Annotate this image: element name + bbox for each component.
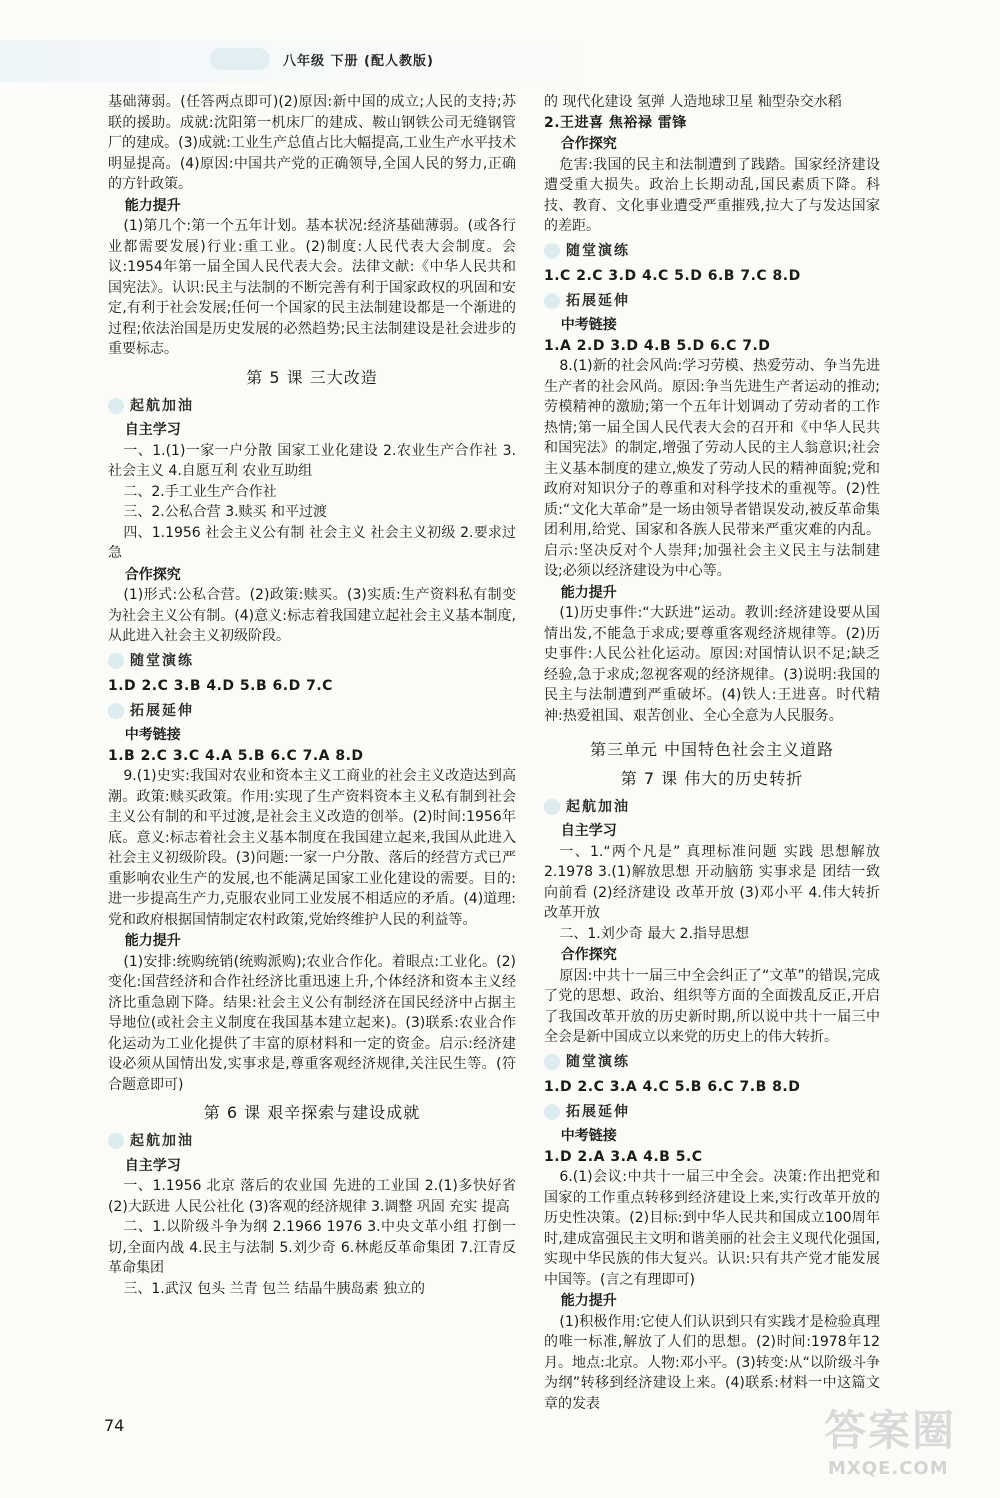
subsection-heading: 自主学习 bbox=[560, 823, 617, 839]
subsection-heading: 自主学习 bbox=[124, 422, 181, 438]
watermark-logo bbox=[818, 1398, 978, 1490]
paragraph: (1)安排:统购统销(统购派购);农业合作化。着眼点:工业化。(2)变化:国营经济和合作社经济比重迅速上升,个体经济和资本主义经济比重急剧下降。结果:社会主义公有制经济在国民经济中占据主导地位(或社会主义制度在我国基本建立起来)。(3)联系:农业合作化运动为工业化提供了丰富的原材料和一定的资金。启示:经济建设必须从国情出发,实事求是,尊重客观经济规律,关注民生等。(符合题意即可) bbox=[108, 953, 516, 1093]
paragraph: 三、2.公私合营 3.赎买 和平过渡 bbox=[123, 504, 328, 520]
section-banner bbox=[544, 1100, 880, 1124]
paragraph: 一、1.(1)一家一户分散 国家工业化建设 2.农业生产合作社 3.社会主义 4.自愿互利 农业互助组 bbox=[108, 442, 516, 479]
lesson-title: 第 5 课 三大改造 bbox=[246, 367, 378, 387]
section-badge-icon bbox=[544, 1102, 630, 1123]
paragraph: (1)第几个:第一个五年计划。基本状况:经济基础薄弱。(或各行业都需要发展)行业:重工业。(2)制度:人民代表大会制度。会议:1954年第一届全国人民代表大会。法律文献:《中华人民共和国宪法》。认识:民主与法制的不断完善有利于国家政权的巩固和安定,有利于社会发展;任何一个国家的民主法制建设都是一个渐进的过程;依法治国是历史发展的必然趋势;民主法制建设是社会进步的重要标志。 bbox=[108, 218, 516, 357]
lesson-title: 第 7 课 伟大的历史转折 bbox=[620, 768, 804, 788]
paragraph: 一、1.1956 北京 落后的农业国 先进的工业国 2.(1)多快好省 (2)大跃进 人民公社化 (3)客观的经济规律 3.调整 巩固 充实 提高 bbox=[108, 1178, 516, 1215]
header-title: 八年级 下册 (配人教版) bbox=[283, 54, 434, 69]
paragraph: 二、1.刘少奇 最大 2.指导思想 bbox=[559, 925, 750, 942]
section-banner bbox=[108, 699, 516, 723]
subsection-heading: 能力提升 bbox=[124, 197, 181, 214]
answer-key-line: 1.A 2.D 3.D 4.B 5.D 6.C 7.D bbox=[544, 337, 771, 354]
paragraph: 原因:中共十一届三中全会纠正了“文革”的错误,完成了党的思想、政治、组织等方面的全面拨乱反正,开启了我国改革开放的历史新时期,所以说中共十一届三中全会是新中国成立以来党的历史上的伟大转折。 bbox=[544, 967, 880, 1045]
paragraph: 9.(1)史实:我国对农业和资本主义工商业的社会主义改造达到高潮。政策:赎买政策。作用:实现了生产资料资本主义私有制到社会主义公有制的和平过渡,是社会主义改造的创举。(2)时间:1956年底。意义:标志着社会主义基本制度在我国建立起来,我国从此进入社会主义初级阶段。(3)问题:一家一户分散、落后的经营方式已严重影响农业生产的发展,也不能满足国家工业化建设的需要。目的:进一步提高生产力,克服农业同工业发展不相适应的矛盾。(4)道理:党和政府根据国情制定农村政策,党始终维护人民的利益等。 bbox=[108, 768, 516, 928]
watermark-url: MXQE.COM bbox=[828, 1458, 949, 1479]
answer-key-line: 1.D 2.C 3.A 4.C 5.B 6.C 7.B 8.D bbox=[544, 1078, 801, 1095]
subsection-heading: 中考链接 bbox=[560, 1128, 617, 1144]
section-badge-icon bbox=[544, 1052, 630, 1073]
paragraph: 危害:我国的民主和法制遭到了践踏。国家经济建设遭受重大损失。政治上长期动乱,国民素质下降。科技、教育、文化事业遭受严重摧残,拉大了与发达国家的差距。 bbox=[544, 156, 880, 234]
subsection-heading: 能力提升 bbox=[124, 933, 181, 949]
paragraph: 的 现代化建设 氢弹 人造地球卫星 籼型杂交水稻 bbox=[544, 94, 842, 110]
subsection-heading: 自主学习 bbox=[124, 1157, 181, 1174]
section-badge-icon bbox=[108, 651, 194, 672]
section-banner-label: 随堂演练 bbox=[566, 243, 630, 260]
paragraph: 6.(1)会议:中共十一届三中全会。决策:作出把党和国家的工作重点转移到经济建设上来,实行改革开放的历史性决策。(2)目标:到中华人民共和国成立100周年时,建成富强民主文明和谐美丽的社会主义现代化强国,实现中华民族的伟大复兴。认识:只有共产党才能发展中国等。(言之有理即可) bbox=[544, 1169, 880, 1288]
paragraph: 二、2.手工业生产合作社 bbox=[123, 483, 277, 500]
answer-key-line: 1.B 2.C 3.C 4.A 5.B 6.C 7.A 8.D bbox=[108, 747, 364, 764]
subsection-heading: 中考链接 bbox=[124, 727, 181, 743]
section-banner bbox=[544, 1051, 880, 1075]
subsection-heading: 合作探究 bbox=[124, 566, 181, 583]
section-banner-label: 拓展延伸 bbox=[130, 702, 194, 719]
section-banner-label: 随堂演练 bbox=[566, 1054, 630, 1071]
unit-title: 第三单元 中国特色社会主义道路 bbox=[589, 740, 835, 759]
section-badge-icon bbox=[108, 1131, 194, 1152]
paragraph: 8.(1)新的社会风尚:学习劳模、热爱劳动、争当先进生产者的社会风尚。原因:争当先进生产者运动的推动;劳模精神的激励;第一个五年计划调动了劳动者的工作热情;第一届全国人民代表大会的召开和《中华人民共和国宪法》的制定,增强了劳动人民的主人翁意识;社会主义基本制度的建立,焕发了劳动人民的精神面貌;党和政府对知识分子的尊重和对科学技术的重视等。(2)性质:“文化大革命”是一场由领导者错误发动,被反革命集团利用,给党、国家和各族人民带来严重灾难的内乱。启示:坚决反对个人崇拜;加强社会主义民主与法制建设;必须以经济建设为中心等。 bbox=[544, 358, 880, 579]
paragraph: 一、1.“两个凡是” 真理标准问题 实践 思想解放 2.1978 3.(1)解放思想 开动脑筋 实事求是 团结一致向前看 (2)经济建设 改革开放 (3)邓小平 4.伟大转折 改革开放 bbox=[544, 843, 880, 921]
answer-key-line: 1.D 2.C 3.B 4.D 5.B 6.D 7.C bbox=[108, 677, 333, 694]
section-badge-icon bbox=[108, 396, 194, 417]
header-decoration bbox=[210, 48, 270, 70]
paragraph: (1)历史事件:“大跃进”运动。教训:经济建设要从国情出发,不能急于求成;要尊重客观经济规律等。(2)历史事件:人民公社化运动。原因:对国情认识不足;缺乏经验,急于求成;忽视客观的经济规律。(3)说明:我国的民主与法制遭到严重破坏。(4)铁人:王进喜。时代精神:热爱祖国、艰苦创业、全心全意为人民服务。 bbox=[544, 605, 880, 724]
section-badge-icon bbox=[544, 241, 630, 262]
subsection-heading: 能力提升 bbox=[560, 1293, 617, 1309]
subsection-heading: 能力提升 bbox=[560, 584, 617, 601]
paragraph: 二、1.以阶级斗争为纲 2.1966 1976 3.中央文革小组 打倒一切,全面内战 4.民主与法制 5.刘少奇 6.林彪反革命集团 7.江青反革命集团 bbox=[108, 1219, 516, 1276]
lesson-title: 第 6 课 艰辛探索与建设成就 bbox=[203, 1103, 421, 1122]
section-banner bbox=[544, 240, 880, 264]
subsection-heading: 合作探究 bbox=[560, 136, 617, 152]
section-banner bbox=[108, 1130, 516, 1154]
paragraph: (1)积极作用:它使人们认识到只有实践才是检验真理的唯一标准,解放了人们的思想。(2)时间:1978年12月。地点:北京。人物:邓小平。(3)转变:从“以阶级斗争为纲”转移到经济建设上来。(4)联系:材料一中这篇文章的发表 bbox=[544, 1313, 880, 1412]
answer-key-line: 1.C 2.C 3.D 4.C 5.D 6.B 7.C 8.D bbox=[544, 267, 801, 284]
answer-line: 2.王进喜 焦裕禄 雷锋 bbox=[544, 114, 687, 131]
section-banner bbox=[544, 289, 880, 313]
header-banner bbox=[0, 40, 1000, 82]
watermark-text: 答案圈 bbox=[824, 1406, 957, 1455]
section-banner bbox=[108, 394, 516, 418]
section-badge-icon bbox=[544, 291, 630, 312]
subsection-heading: 中考链接 bbox=[560, 317, 617, 333]
right-column bbox=[544, 92, 880, 1414]
paragraph: 基础薄弱。(任答两点即可)(2)原因:新中国的成立;人民的支持;苏联的援助。成就:沈阳第一机床厂的建成、鞍山钢铁公司无缝钢管厂的建成。(3)成就:工业生产总值占比大幅提高,工业生产水平技术明显提高。(4)原因:中国共产党的正确领导,全国人民的努力,正确的方针政策。 bbox=[108, 94, 516, 192]
subsection-heading: 合作探究 bbox=[560, 947, 617, 963]
section-banner bbox=[108, 650, 516, 674]
section-banner-label: 起航加油 bbox=[130, 1133, 194, 1150]
page-number: 74 bbox=[104, 1416, 125, 1435]
section-banner bbox=[544, 795, 880, 819]
paragraph: 四、1.1956 社会主义公有制 社会主义 社会主义初级 2.要求过急 bbox=[108, 524, 516, 561]
section-badge-icon bbox=[544, 797, 630, 818]
paragraph: (1)形式:公私合营。(2)政策:赎买。(3)实质:生产资料私有制变为社会主义公有制。(4)意义:标志着我国建立起社会主义基本制度,从此进入社会主义初级阶段。 bbox=[108, 587, 516, 644]
paragraph: 三、1.武汉 包头 兰青 包兰 结晶牛胰岛素 独立的 bbox=[123, 1280, 425, 1297]
section-banner-label: 拓展延伸 bbox=[566, 1103, 630, 1120]
section-banner-label: 起航加油 bbox=[130, 397, 194, 414]
section-badge-icon bbox=[108, 701, 194, 722]
section-banner-label: 拓展延伸 bbox=[566, 292, 630, 309]
left-column bbox=[108, 92, 516, 1299]
answer-key-line: 1.D 2.A 3.A 4.B 5.C bbox=[544, 1148, 703, 1165]
section-banner-label: 随堂演练 bbox=[130, 653, 194, 670]
section-banner-label: 起航加油 bbox=[566, 798, 630, 815]
